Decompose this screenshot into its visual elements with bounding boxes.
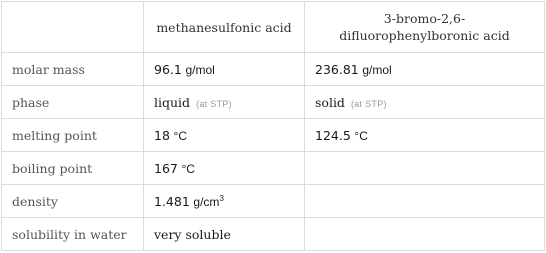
column-header-bromo-difluorophenylboronic-acid: [305, 2, 545, 53]
unit: g/mol: [185, 62, 215, 77]
column-header-methanesulfonic-acid: methanesulfonic acid: [144, 2, 305, 53]
row-label-molar-mass: molar mass: [2, 53, 144, 86]
cell-solubility-c1: [144, 218, 305, 251]
table-row: [2, 119, 545, 152]
value: 124.5: [315, 127, 351, 143]
table-row: [2, 86, 545, 119]
value: very soluble: [154, 226, 231, 242]
column-header-text: 3-bromo-2,6-difluorophenylboronic acid: [339, 11, 510, 43]
unit: °C: [181, 161, 195, 176]
cell-density-c1: [144, 185, 305, 218]
value: 167: [154, 160, 178, 176]
unit: °C: [173, 128, 187, 143]
row-label-melting-point: melting point: [2, 119, 144, 152]
value: solid: [315, 94, 345, 110]
value: liquid: [154, 94, 191, 110]
unit: [193, 195, 223, 209]
cell-solubility-c2: [305, 218, 545, 251]
cell-melting-point-c1: [144, 119, 305, 152]
cell-boiling-point-c2: [305, 152, 545, 185]
unit-base: g/cm: [193, 194, 220, 209]
phase-note: (at STP): [196, 98, 232, 109]
value: 96.1: [154, 61, 182, 77]
unit-exponent: 3: [219, 193, 224, 203]
table-row: [2, 185, 545, 218]
row-label-density: density: [2, 185, 144, 218]
table-header-row: [2, 2, 545, 53]
unit: g/mol: [362, 62, 392, 77]
cell-melting-point-c2: [305, 119, 545, 152]
cell-boiling-point-c1: [144, 152, 305, 185]
cell-phase-c1: [144, 86, 305, 119]
table-row: [2, 53, 545, 86]
cell-density-c2: [305, 185, 545, 218]
row-label-solubility-in-water: solubility in water: [2, 218, 144, 251]
properties-table: [1, 1, 545, 251]
cell-molar-mass-c2: [305, 53, 545, 86]
row-label-boiling-point: boiling point: [2, 152, 144, 185]
value: 1.481: [154, 193, 190, 209]
row-label-phase: phase: [2, 86, 144, 119]
header-empty-cell: [2, 2, 144, 53]
phase-note: (at STP): [350, 98, 387, 109]
value: 18: [154, 127, 170, 143]
cell-phase-c2: [305, 86, 545, 119]
table-row: [2, 152, 545, 185]
value: 236.81: [315, 61, 359, 77]
unit: °C: [354, 128, 368, 143]
table-row: [2, 218, 545, 251]
cell-molar-mass-c1: [144, 53, 305, 86]
